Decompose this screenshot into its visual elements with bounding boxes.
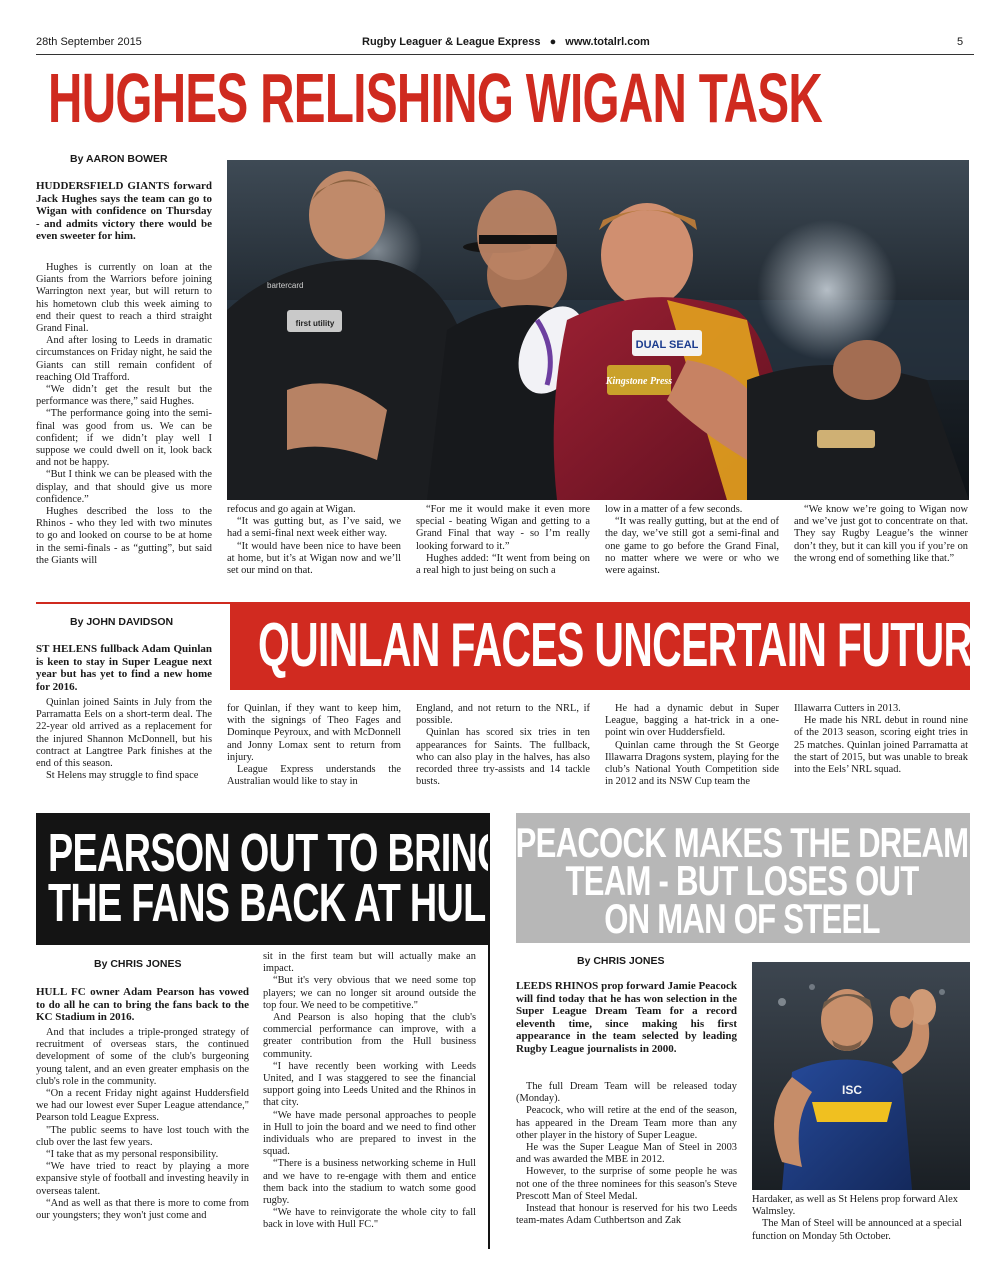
paragraph: refocus and go again at Wigan. [227,504,356,515]
story2-headline: QUINLAN FACES UNCERTAIN FUTURE [258,611,1000,680]
paragraph: St Helens may struggle to find space [46,770,199,782]
paragraph: “We didn’t get the result but the performance was there,” said Hughes. [36,384,212,408]
story4-photo [752,962,970,1190]
story3-byline: By CHRIS JONES [94,958,182,970]
paragraph: England, and not return to the NRL, if possible. [416,703,590,727]
paragraph: “For me it would make it even more special - beating Wigan and getting to a Grand Final that way - so I’m really looking forward to it.” [416,504,590,552]
story1-column-2 [227,504,401,577]
paragraph: League Express understands the Australian would like to stay in [227,764,401,788]
paragraph: However, to the surprise of some people he was not one of the three nominees for this season's Steve Prescott Man of Steel Medal. [516,1166,737,1202]
story2-byline: By JOHN DAVIDSON [70,616,174,628]
story1-intro: HUDDERSFIELD GIANTS forward Jack Hughes says the team can go to Wigan with confidence on Thursday - and admits victory there would be even sweeter for him. [36,180,212,243]
page-number: 5 [957,36,964,48]
story2-column-1 [36,697,212,782]
story4-headline-line1: PEACOCK MAKES THE DREAM [515,819,969,866]
paragraph: “We have made personal approaches to people in Hull to join the board and we need to find other individuals who are prepared to invest in the squad. [263,1109,476,1158]
issue-date: 28th September 2015 [36,36,142,48]
story2-column-4 [605,703,779,788]
paragraph: “And as well as that there is more to come from our youngsters; they won't just come and [36,1197,249,1222]
paragraph: “We have to reinvigorate the whole city to fall back in love with Hull FC." [263,1207,476,1231]
photo-sponsor-dual-seal: DUAL SEAL [635,339,699,351]
story2-column-5 [794,703,968,776]
paragraph: Instead that honour is reserved for his two Leeds team-mates Adam Cuthbertson and Zak [516,1203,737,1227]
story4-column-1 [516,1081,737,1227]
story3-column-2 [263,951,476,1232]
photo-sponsor-bartercard: bartercard [267,281,304,290]
paragraph: "The public seems to have lost touch with the club over the last few years. [36,1124,249,1148]
story3-column-1 [36,1027,249,1222]
paragraph: “It was really gutting, but at the end of the day, we’ve still got a semi-final and one game to go before the Grand Final, no matter where we were or who we were against. [605,516,779,577]
paragraph: Hughes added: “It went from being on a real high to just being on such a [416,552,590,577]
paragraph: “It would have been nice to have been at home, but it’s at Wigan now and we’ll set our mind on that. [227,540,401,577]
story2-column-2 [227,703,401,788]
paragraph: The Man of Steel will be announced at a special function on Monday 5th October. [752,1218,962,1242]
paragraph: Quinlan came through the St George Illawarra Dragons system, playing for the club’s National Youth Competition side in 2012 and its NSW Cup team the [605,739,779,788]
photo-kit-text: ISC [841,1083,863,1097]
paragraph: “We know we’re going to Wigan now and we’ve just got to concentrate on that. They say Rugby League’s the winner don’t they, but it can kill you if you’re on the wrong end of something like that.” [794,504,968,564]
paragraph: Peacock, who will retire at the end of the season, has appeared in the Dream Team more than any other player in the history of Super League. [516,1105,737,1141]
paragraph: “The performance going into the semi-final was good from us. We can be confident; if we didn’t play well I suppose we could dwell on it, look back and not be happy. [36,408,212,469]
story3-headline-line1: PEARSON OUT TO BRING [48,823,506,883]
paragraph: He was the Super League Man of Steel in 2003 and was awarded the MBE in 2012. [516,1142,737,1166]
story2-intro: ST HELENS fullback Adam Quinlan is keen to stay in Super League next year but has yet to find a new home for 2016. [36,643,212,693]
paragraph: sit in the first team but will actually make an impact. [263,951,476,975]
website-link[interactable]: www.totalrl.com [565,36,650,48]
paragraph: “There is a business networking scheme in Hull and we have to re-engage with them and entice them back into the stadium to watch some good rugby. [263,1158,476,1207]
story1-byline: By AARON BOWER [70,153,168,165]
paragraph: Hughes is currently on loan at the Giants from the Warriors before joining Warrington next year, but will return to his hometown club this week aiming to end their quest to reach a third straight Grand Final. [36,262,212,335]
paragraph: “We have tried to react by playing a more expansive style of football and investing heavily in overseas talent. [36,1161,249,1197]
rugby-tackle-photo [227,160,969,500]
story4-headline-line3: ON MAN OF STEEL [604,895,880,942]
paragraph: And that includes a triple-pronged strategy of recruitment of overseas stars, the continued development of some of the club's burgeoning young talent, and an even greater emphasis on the club's role in the community. [36,1027,249,1087]
paragraph: “I have recently been working with Leeds United, and I was staggered to see the financial support going into Leeds United and the Rhinos in that city. [263,1060,476,1109]
story1-column-1 [36,262,212,567]
paragraph: Quinlan has scored six tries in ten appearances for Saints. The fullback, who can also play in the halves, has also recorded three try-assists and 14 tackle busts. [416,727,590,788]
header-rule [36,54,974,55]
story1-column-4 [605,504,779,577]
paragraph: Hughes described the loss to the Rhinos - who they led with two minutes to go and looked on course to be at home in the semi-finals - as “gutting”, but said the Giants will [36,506,212,566]
photo-sponsor-first-utility: first utility [295,319,335,328]
story3-headline-line2: THE FANS BACK AT HULL [48,873,508,933]
story4-headline-line2: TEAM - BUT LOSES OUT [565,857,919,904]
paragraph: “On a recent Friday night against Huddersfield we had our lowest ever Super League attendance," Pearson told League Express. [36,1088,249,1124]
story3-right-rule [488,813,490,1249]
paragraph: “It was gutting but, as I’ve said, we had a semi-final next week either way. [227,516,401,540]
paragraph: “But I think we can be pleased with the display, and that should give us more confidence.” [36,469,212,505]
paragraph: for Quinlan, if they want to keep him, with the signings of Theo Fages and Dominque Peyroux, and with McDonnell and Jonny Lomax sent to return from injury. [227,703,401,763]
story1-photo [227,160,969,500]
photo-sponsor-kingstone: Kingstone Press [605,376,673,387]
story3-intro: HULL FC owner Adam Pearson has vowed to do all he can to bring the fans back to the KC Stadium in 2016. [36,986,249,1024]
paragraph: He had a dynamic debut in Super League, bagging a hat-trick in a one-point win over Huddersfield. [605,703,779,739]
paragraph: And Pearson is also hoping that the club's commercial performance can improve, with a greater contribution from the Hull business community. [263,1012,476,1060]
story4-column-2 [752,1194,970,1243]
publication-name: Rugby Leaguer & League Express [362,36,541,48]
paragraph: The full Dream Team will be released today (Monday). [516,1081,737,1105]
story1-column-3 [416,504,590,577]
story1-column-5 [794,504,968,565]
photo-caption: Hardaker, as well as St Helens prop forward Alex Walmsley. [752,1194,958,1218]
paragraph: And after losing to Leeds in dramatic circumstances on Friday night, he said the Giants can still remain confident of reaching Old Trafford. [36,335,212,383]
paragraph: Illawarra Cutters in 2013. [794,703,901,714]
story2-column-3 [416,703,590,788]
paragraph: He made his NRL debut in round nine of the 2013 season, scoring eight tries in 25 matches. Quinlan joined Parramatta at the start of 2015, but was unable to break into the Eels’ NRL squad. [794,715,968,776]
story4-intro: LEEDS RHINOS prop forward Jamie Peacock will find today that he has won selection in the Super League Dream Team for a record eleventh time, since making his first appearance in the team selected by leading Rugby League journalists in 2000. [516,980,737,1055]
paragraph: “But it's very obvious that we need some top players; we can no longer sit around outside the top four. We need to be competitive." [263,975,476,1011]
paragraph: “I take that as my personal responsibility. [46,1149,219,1161]
player-applauding-photo [752,962,970,1190]
paragraph: low in a matter of a few seconds. [605,504,743,515]
paragraph: Quinlan joined Saints in July from the Parramatta Eels on a short-term deal. The 22-year old arrived as a replacement for the injured Shannon McDonnell, but his contract at Langtree Park finishes at the end of this season. [36,697,212,770]
story4-byline: By CHRIS JONES [577,955,665,967]
header-bullet: ● [549,36,557,48]
story1-headline: HUGHES RELISHING WIGAN TASK [48,59,823,137]
running-header [362,36,650,48]
